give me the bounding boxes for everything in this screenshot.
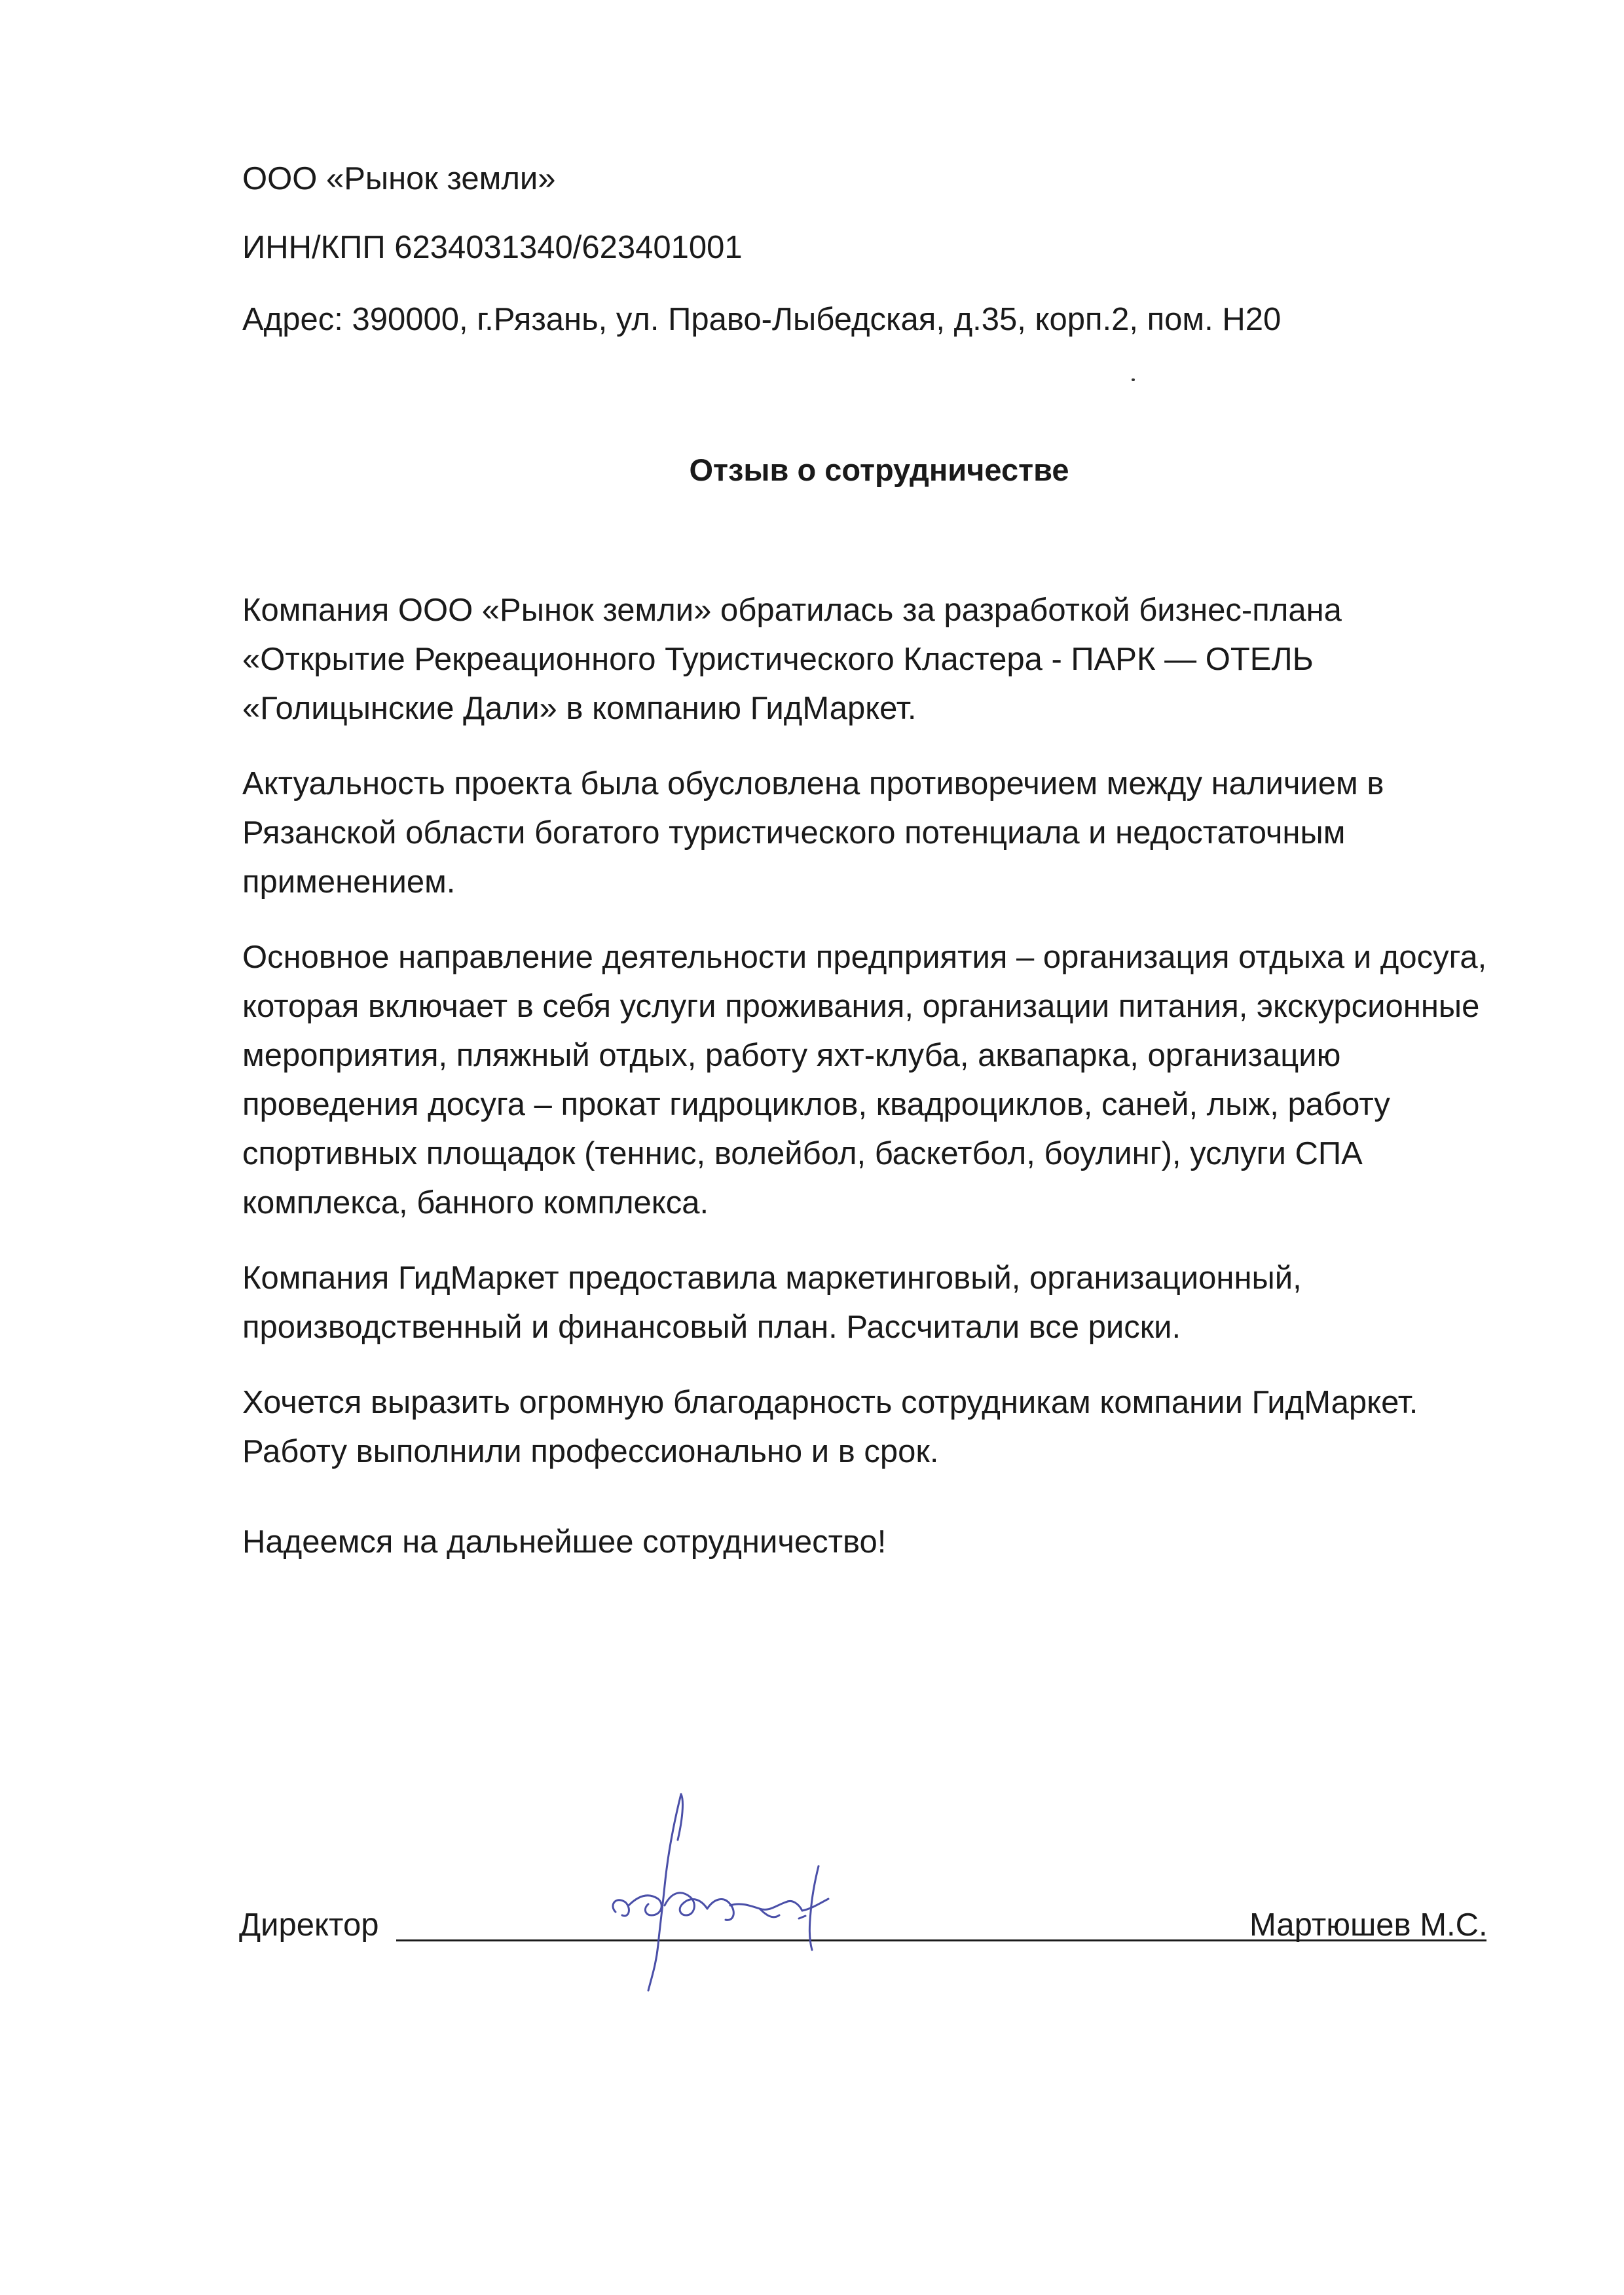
stray-dot-mark	[1132, 378, 1135, 381]
letter-body	[242, 586, 1506, 1593]
paragraph-activities: Основное направление деятельности предприятия – организация отдыха и досуга, которая включает в себя услуги проживания, организации питания, экскурсионные мероприятия, пляжный отдых, работу яхт-клуба, аквапарка, организацию проведения досуга – прокат гидроциклов, квадроциклов, саней, лыж, работу спортивных площадок (теннис, волейбол, баскетбол, боулинг), услуги СПА комплекса, банного комплекса.	[242, 940, 1487, 1221]
signatory-name: Мартюшев М.С.	[1249, 1907, 1488, 1943]
signatory-position: Директор	[239, 1907, 379, 1943]
paragraph-deliverables: Компания ГидМаркет предоставила маркетинговый, организационный, производственный и финансовый план. Рассчитали все риски.	[242, 1260, 1302, 1345]
document-title: Отзыв о сотрудничестве	[689, 452, 1069, 487]
company-name: ООО «Рынок земли»	[242, 161, 556, 196]
paragraph-gratitude: Хочется выразить огромную благодарность сотрудникам компании ГидМаркет. Работу выполнили профессионально и в срок.	[242, 1385, 1418, 1469]
paragraph-closing: Надеемся на дальнейшее сотрудничество!	[242, 1524, 887, 1560]
tax-ids: ИНН/КПП 6234031340/623401001	[242, 230, 743, 265]
handwritten-signature	[602, 1781, 877, 2010]
company-address: Адрес: 390000, г.Рязань, ул. Право-Лыбедская, д.35, корп.2, пом. Н20	[242, 302, 1282, 337]
paragraph-request: Компания ООО «Рынок земли» обратилась за разработкой бизнес-плана «Открытие Рекреационного Туристического Кластера - ПАРК — ОТЕЛЬ «Голицынские Дали» в компанию ГидМаркет.	[242, 593, 1342, 726]
paragraph-relevance: Актуальность проекта была обусловлена противоречием между наличием в Рязанской области богатого туристического потенциала и недостаточным применением.	[242, 766, 1384, 900]
